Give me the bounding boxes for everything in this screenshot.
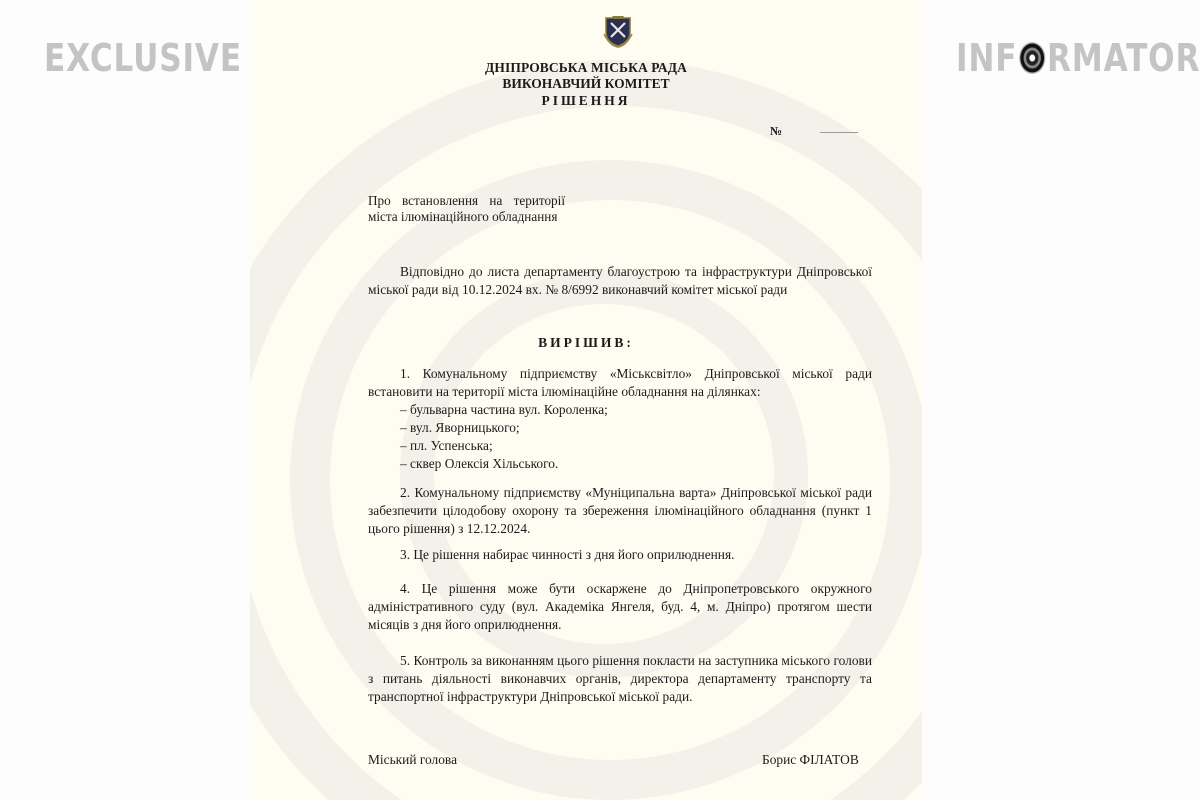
number-blank (820, 132, 858, 133)
eye-icon (1019, 42, 1045, 74)
dnipro-coat-of-arms-icon (602, 14, 634, 48)
document-page (250, 0, 922, 800)
item-3: 3. Це рішення набирає чинності з дня його оприлюднення. (400, 547, 735, 562)
location-item: – сквер Олексія Хільського. (400, 456, 559, 471)
location-item: – вул. Яворницького; (400, 420, 520, 435)
item-4: 4. Це рішення може бути оскаржене до Дніпропетровського окружного адміністративного суду (вул. Академіка Янгеля, буд. 4, м. Дніпро) протягом шести місяців з дня його оприлюднення. (368, 581, 872, 632)
resolved-heading: ВИРІШИВ: (538, 335, 634, 350)
committee-name: ВИКОНАВЧИЙ КОМІТЕТ (502, 76, 670, 91)
location-item: – пл. Успенська; (400, 438, 493, 453)
signatory-title: Міський голова (368, 752, 458, 767)
number-label: № (770, 124, 783, 138)
informator-logo (956, 36, 1200, 80)
logo-text-prefix: INF (956, 36, 1018, 80)
exclusive-watermark: EXCLUSIVE (44, 36, 242, 80)
subject (368, 193, 565, 225)
preamble: Відповідно до листа департаменту благоустрою та інфраструктури Дніпровської міської ради від 10.12.2024 вх. № 8/6992 виконавчий комітет міської ради (368, 264, 872, 297)
item-5: 5. Контроль за виконанням цього рішення покласти на заступника міського голови з питань діяльності виконавчих органів, директора департаменту транспорту та транспортної інфраструктури Дніпровської міської ради. (368, 653, 872, 704)
document-type: РІШЕННЯ (541, 93, 631, 108)
document-content (250, 0, 922, 800)
logo-text-suffix: RMATOR (1046, 36, 1200, 80)
signatory-name: Борис ФІЛАТОВ (762, 752, 859, 767)
item-1: 1. Комунальному підприємству «Міськсвітло» Дніпровської міської ради встановити на території міста ілюмінаційне обладнання на ділянках: (368, 366, 872, 399)
location-item: – бульварна частина вул. Короленка; (400, 402, 608, 417)
council-name: ДНІПРОВСЬКА МІСЬКА РАДА (485, 60, 687, 75)
subject-line-2: міста ілюмінаційного обладнання (368, 209, 558, 224)
item-2: 2. Комунальному підприємству «Муніципальна варта» Дніпровської міської ради забезпечити цілодобову охорону та збереження ілюмінаційного обладнання (пункт 1 цього рішення) з 12.12.2024. (368, 485, 872, 536)
subject-line-1: Про встановлення на території (368, 193, 565, 208)
